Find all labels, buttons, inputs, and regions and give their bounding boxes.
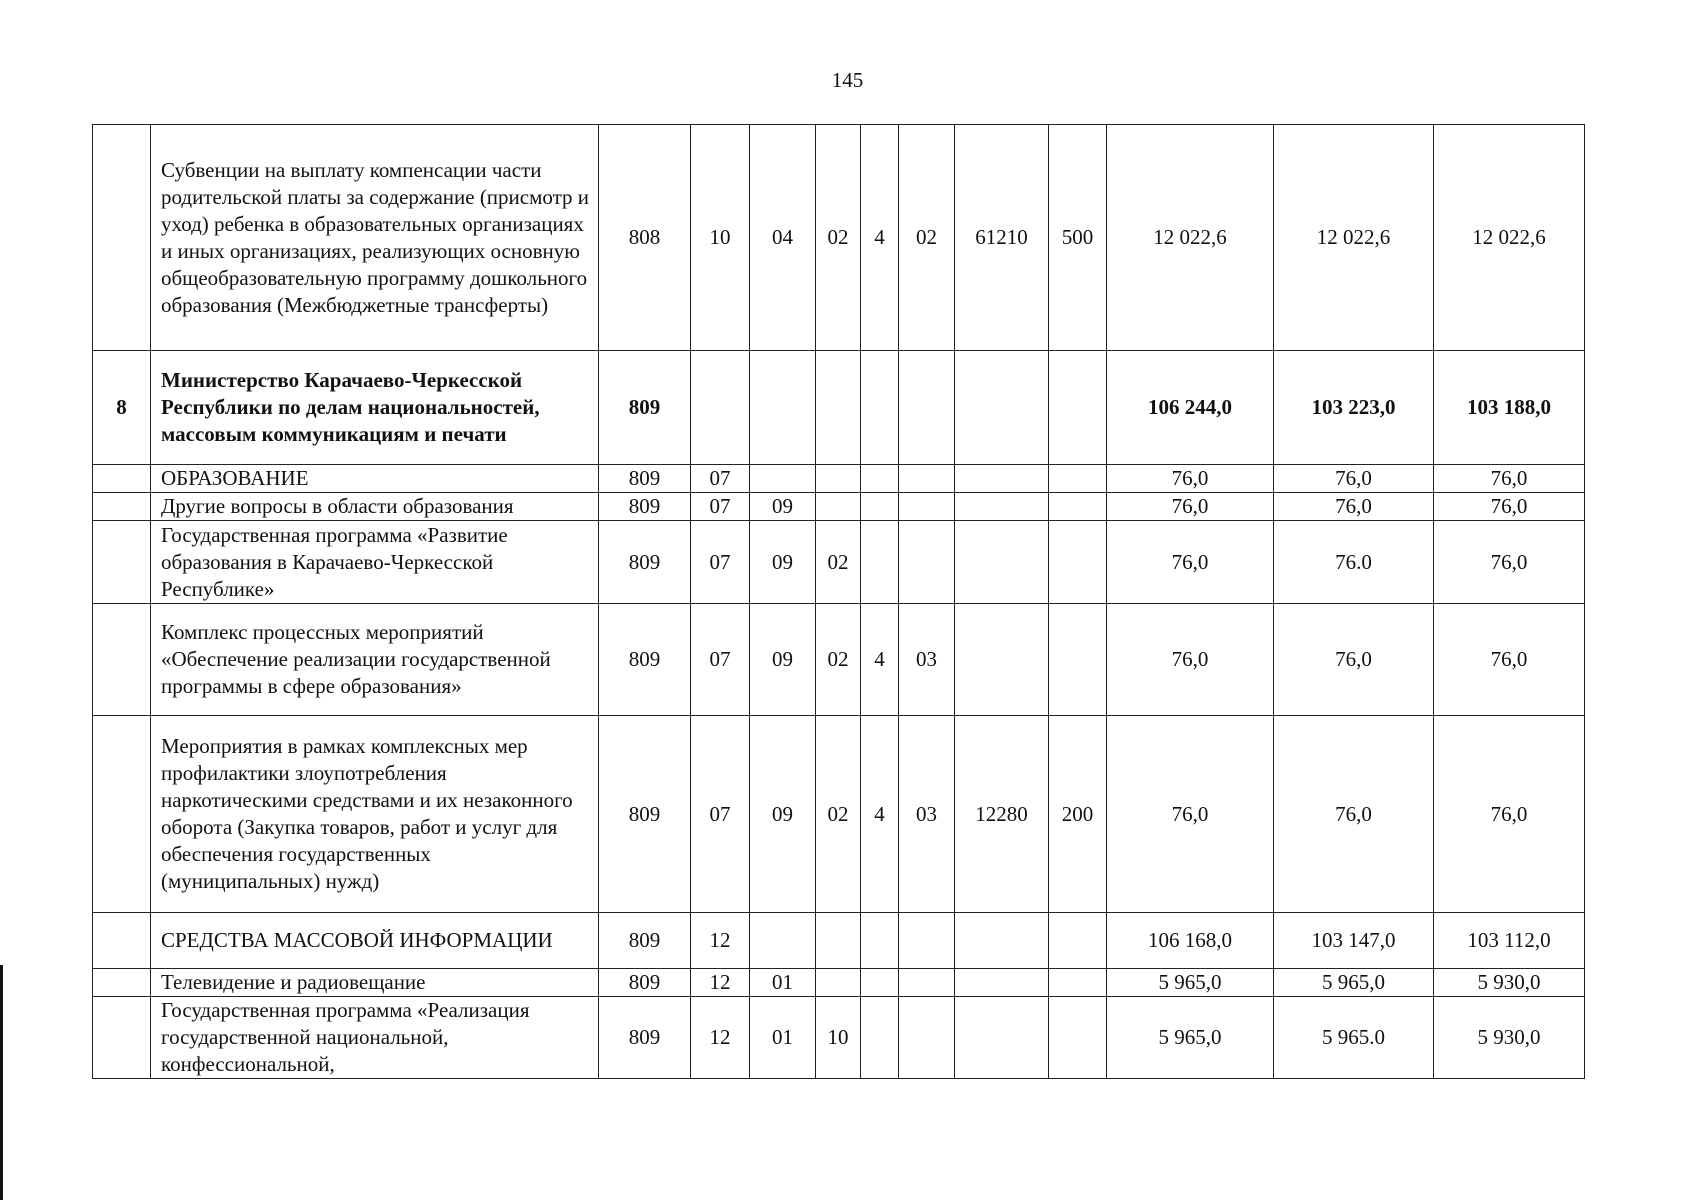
cell-name: Субвенции на выплату компенсации части родительской платы за содержание (присмотр и уход) ребенка в образовательных организациях и иных организациях, реализующих основную общеобразовательную программу дошкольного образования (Межбюджетные трансферты) — [151, 125, 599, 351]
table-row — [93, 493, 1585, 521]
cell-vr — [1049, 521, 1107, 604]
cell-y3: 5 930,0 — [1434, 969, 1585, 997]
cell-ved: 809 — [599, 716, 691, 913]
cell-idx — [93, 521, 151, 604]
table-row — [93, 997, 1585, 1079]
cell-y2: 5 965,0 — [1274, 969, 1434, 997]
table-row — [93, 913, 1585, 969]
table-row — [93, 969, 1585, 997]
cell-y1: 76,0 — [1107, 604, 1274, 716]
cell-rz — [691, 351, 750, 465]
cell-y3: 76,0 — [1434, 604, 1585, 716]
cell-ved: 808 — [599, 125, 691, 351]
cell-y3: 76,0 — [1434, 465, 1585, 493]
cell-y2: 76,0 — [1274, 493, 1434, 521]
cell-y1: 5 965,0 — [1107, 997, 1274, 1079]
cell-c4: 12280 — [955, 716, 1049, 913]
cell-idx: 8 — [93, 351, 151, 465]
cell-pr: 09 — [750, 493, 816, 521]
cell-y3: 12 022,6 — [1434, 125, 1585, 351]
cell-c4 — [955, 604, 1049, 716]
cell-pr: 04 — [750, 125, 816, 351]
cell-pr: 09 — [750, 604, 816, 716]
cell-rz: 10 — [691, 125, 750, 351]
cell-c4: 61210 — [955, 125, 1049, 351]
cell-c3 — [899, 521, 955, 604]
cell-ved: 809 — [599, 969, 691, 997]
cell-y1: 76,0 — [1107, 465, 1274, 493]
cell-rz: 07 — [691, 604, 750, 716]
cell-y2: 103 147,0 — [1274, 913, 1434, 969]
cell-y2: 5 965.0 — [1274, 997, 1434, 1079]
cell-c4 — [955, 493, 1049, 521]
cell-pr: 09 — [750, 716, 816, 913]
cell-vr: 500 — [1049, 125, 1107, 351]
cell-c1: 02 — [816, 604, 861, 716]
cell-ved: 809 — [599, 913, 691, 969]
cell-vr — [1049, 351, 1107, 465]
cell-idx — [93, 125, 151, 351]
cell-c2 — [861, 493, 899, 521]
cell-name: СРЕДСТВА МАССОВОЙ ИНФОРМАЦИИ — [151, 913, 599, 969]
cell-vr — [1049, 604, 1107, 716]
cell-c1: 02 — [816, 521, 861, 604]
cell-c3: 03 — [899, 716, 955, 913]
cell-c2 — [861, 465, 899, 493]
cell-c1: 02 — [816, 125, 861, 351]
cell-pr: 01 — [750, 997, 816, 1079]
budget-table — [92, 124, 1585, 1079]
table-row — [93, 716, 1585, 913]
cell-ved: 809 — [599, 604, 691, 716]
cell-y2: 12 022,6 — [1274, 125, 1434, 351]
scan-edge-line — [0, 965, 3, 1200]
cell-rz: 12 — [691, 997, 750, 1079]
cell-c2: 4 — [861, 716, 899, 913]
cell-y2: 103 223,0 — [1274, 351, 1434, 465]
cell-c1 — [816, 351, 861, 465]
cell-c4 — [955, 913, 1049, 969]
cell-y3: 76,0 — [1434, 493, 1585, 521]
cell-c4 — [955, 351, 1049, 465]
cell-y3: 103 188,0 — [1434, 351, 1585, 465]
cell-c3: 03 — [899, 604, 955, 716]
cell-y1: 5 965,0 — [1107, 969, 1274, 997]
cell-name: ОБРАЗОВАНИЕ — [151, 465, 599, 493]
cell-c2 — [861, 997, 899, 1079]
cell-vr — [1049, 913, 1107, 969]
cell-rz: 07 — [691, 493, 750, 521]
cell-pr — [750, 913, 816, 969]
cell-c2 — [861, 351, 899, 465]
table-row — [93, 465, 1585, 493]
cell-idx — [93, 969, 151, 997]
cell-y1: 106 244,0 — [1107, 351, 1274, 465]
table-body — [93, 125, 1585, 1079]
cell-c3 — [899, 969, 955, 997]
cell-c2: 4 — [861, 125, 899, 351]
cell-c4 — [955, 969, 1049, 997]
cell-ved: 809 — [599, 521, 691, 604]
cell-name: Телевидение и радиовещание — [151, 969, 599, 997]
page-number: 145 — [831, 68, 864, 92]
cell-y1: 12 022,6 — [1107, 125, 1274, 351]
cell-y2: 76,0 — [1274, 716, 1434, 913]
cell-c2 — [861, 913, 899, 969]
cell-ved: 809 — [599, 997, 691, 1079]
cell-y2: 76,0 — [1274, 604, 1434, 716]
cell-c3 — [899, 913, 955, 969]
cell-y3: 76,0 — [1434, 521, 1585, 604]
cell-c4 — [955, 521, 1049, 604]
cell-c2 — [861, 969, 899, 997]
cell-y3: 5 930,0 — [1434, 997, 1585, 1079]
cell-c1: 10 — [816, 997, 861, 1079]
cell-idx — [93, 716, 151, 913]
cell-c2: 4 — [861, 604, 899, 716]
cell-vr — [1049, 997, 1107, 1079]
cell-idx — [93, 493, 151, 521]
cell-y1: 76,0 — [1107, 521, 1274, 604]
cell-idx — [93, 604, 151, 716]
cell-rz: 07 — [691, 465, 750, 493]
cell-ved: 809 — [599, 465, 691, 493]
cell-c1: 02 — [816, 716, 861, 913]
table-row — [93, 351, 1585, 465]
cell-c1 — [816, 969, 861, 997]
cell-name: Другие вопросы в области образования — [151, 493, 599, 521]
cell-name: Государственная программа «Развитие образования в Карачаево-Черкесской Республике» — [151, 521, 599, 604]
cell-idx — [93, 913, 151, 969]
cell-vr — [1049, 493, 1107, 521]
cell-idx — [93, 997, 151, 1079]
cell-rz: 12 — [691, 913, 750, 969]
table-row — [93, 604, 1585, 716]
cell-vr — [1049, 969, 1107, 997]
cell-name: Государственная программа «Реализация государственной национальной, конфессиональной, — [151, 997, 599, 1079]
cell-vr — [1049, 465, 1107, 493]
cell-pr — [750, 351, 816, 465]
cell-pr — [750, 465, 816, 493]
cell-y1: 76,0 — [1107, 716, 1274, 913]
cell-c2 — [861, 521, 899, 604]
cell-rz: 07 — [691, 716, 750, 913]
cell-rz: 12 — [691, 969, 750, 997]
cell-ved: 809 — [599, 493, 691, 521]
cell-y2: 76,0 — [1274, 465, 1434, 493]
cell-c3 — [899, 493, 955, 521]
cell-name: Комплекс процессных мероприятий «Обеспечение реализации государственной программы в сфере образования» — [151, 604, 599, 716]
cell-c4 — [955, 997, 1049, 1079]
cell-c1 — [816, 493, 861, 521]
cell-c4 — [955, 465, 1049, 493]
table-row — [93, 125, 1585, 351]
cell-c1 — [816, 465, 861, 493]
cell-c3 — [899, 351, 955, 465]
cell-ved: 809 — [599, 351, 691, 465]
cell-pr: 01 — [750, 969, 816, 997]
cell-vr: 200 — [1049, 716, 1107, 913]
cell-y1: 106 168,0 — [1107, 913, 1274, 969]
cell-pr: 09 — [750, 521, 816, 604]
cell-name: Министерство Карачаево-Черкесской Республики по делам национальностей, массовым коммуникациям и печати — [151, 351, 599, 465]
cell-y3: 103 112,0 — [1434, 913, 1585, 969]
cell-y2: 76.0 — [1274, 521, 1434, 604]
cell-c3: 02 — [899, 125, 955, 351]
cell-c3 — [899, 997, 955, 1079]
cell-rz: 07 — [691, 521, 750, 604]
cell-c3 — [899, 465, 955, 493]
cell-y1: 76,0 — [1107, 493, 1274, 521]
cell-idx — [93, 465, 151, 493]
cell-y3: 76,0 — [1434, 716, 1585, 913]
cell-name: Мероприятия в рамках комплексных мер профилактики злоупотребления наркотическими средствами и их незаконного оборота (Закупка товаров, работ и услуг для обеспечения государственных (муниципальных) нужд) — [151, 716, 599, 913]
cell-c1 — [816, 913, 861, 969]
table-row — [93, 521, 1585, 604]
